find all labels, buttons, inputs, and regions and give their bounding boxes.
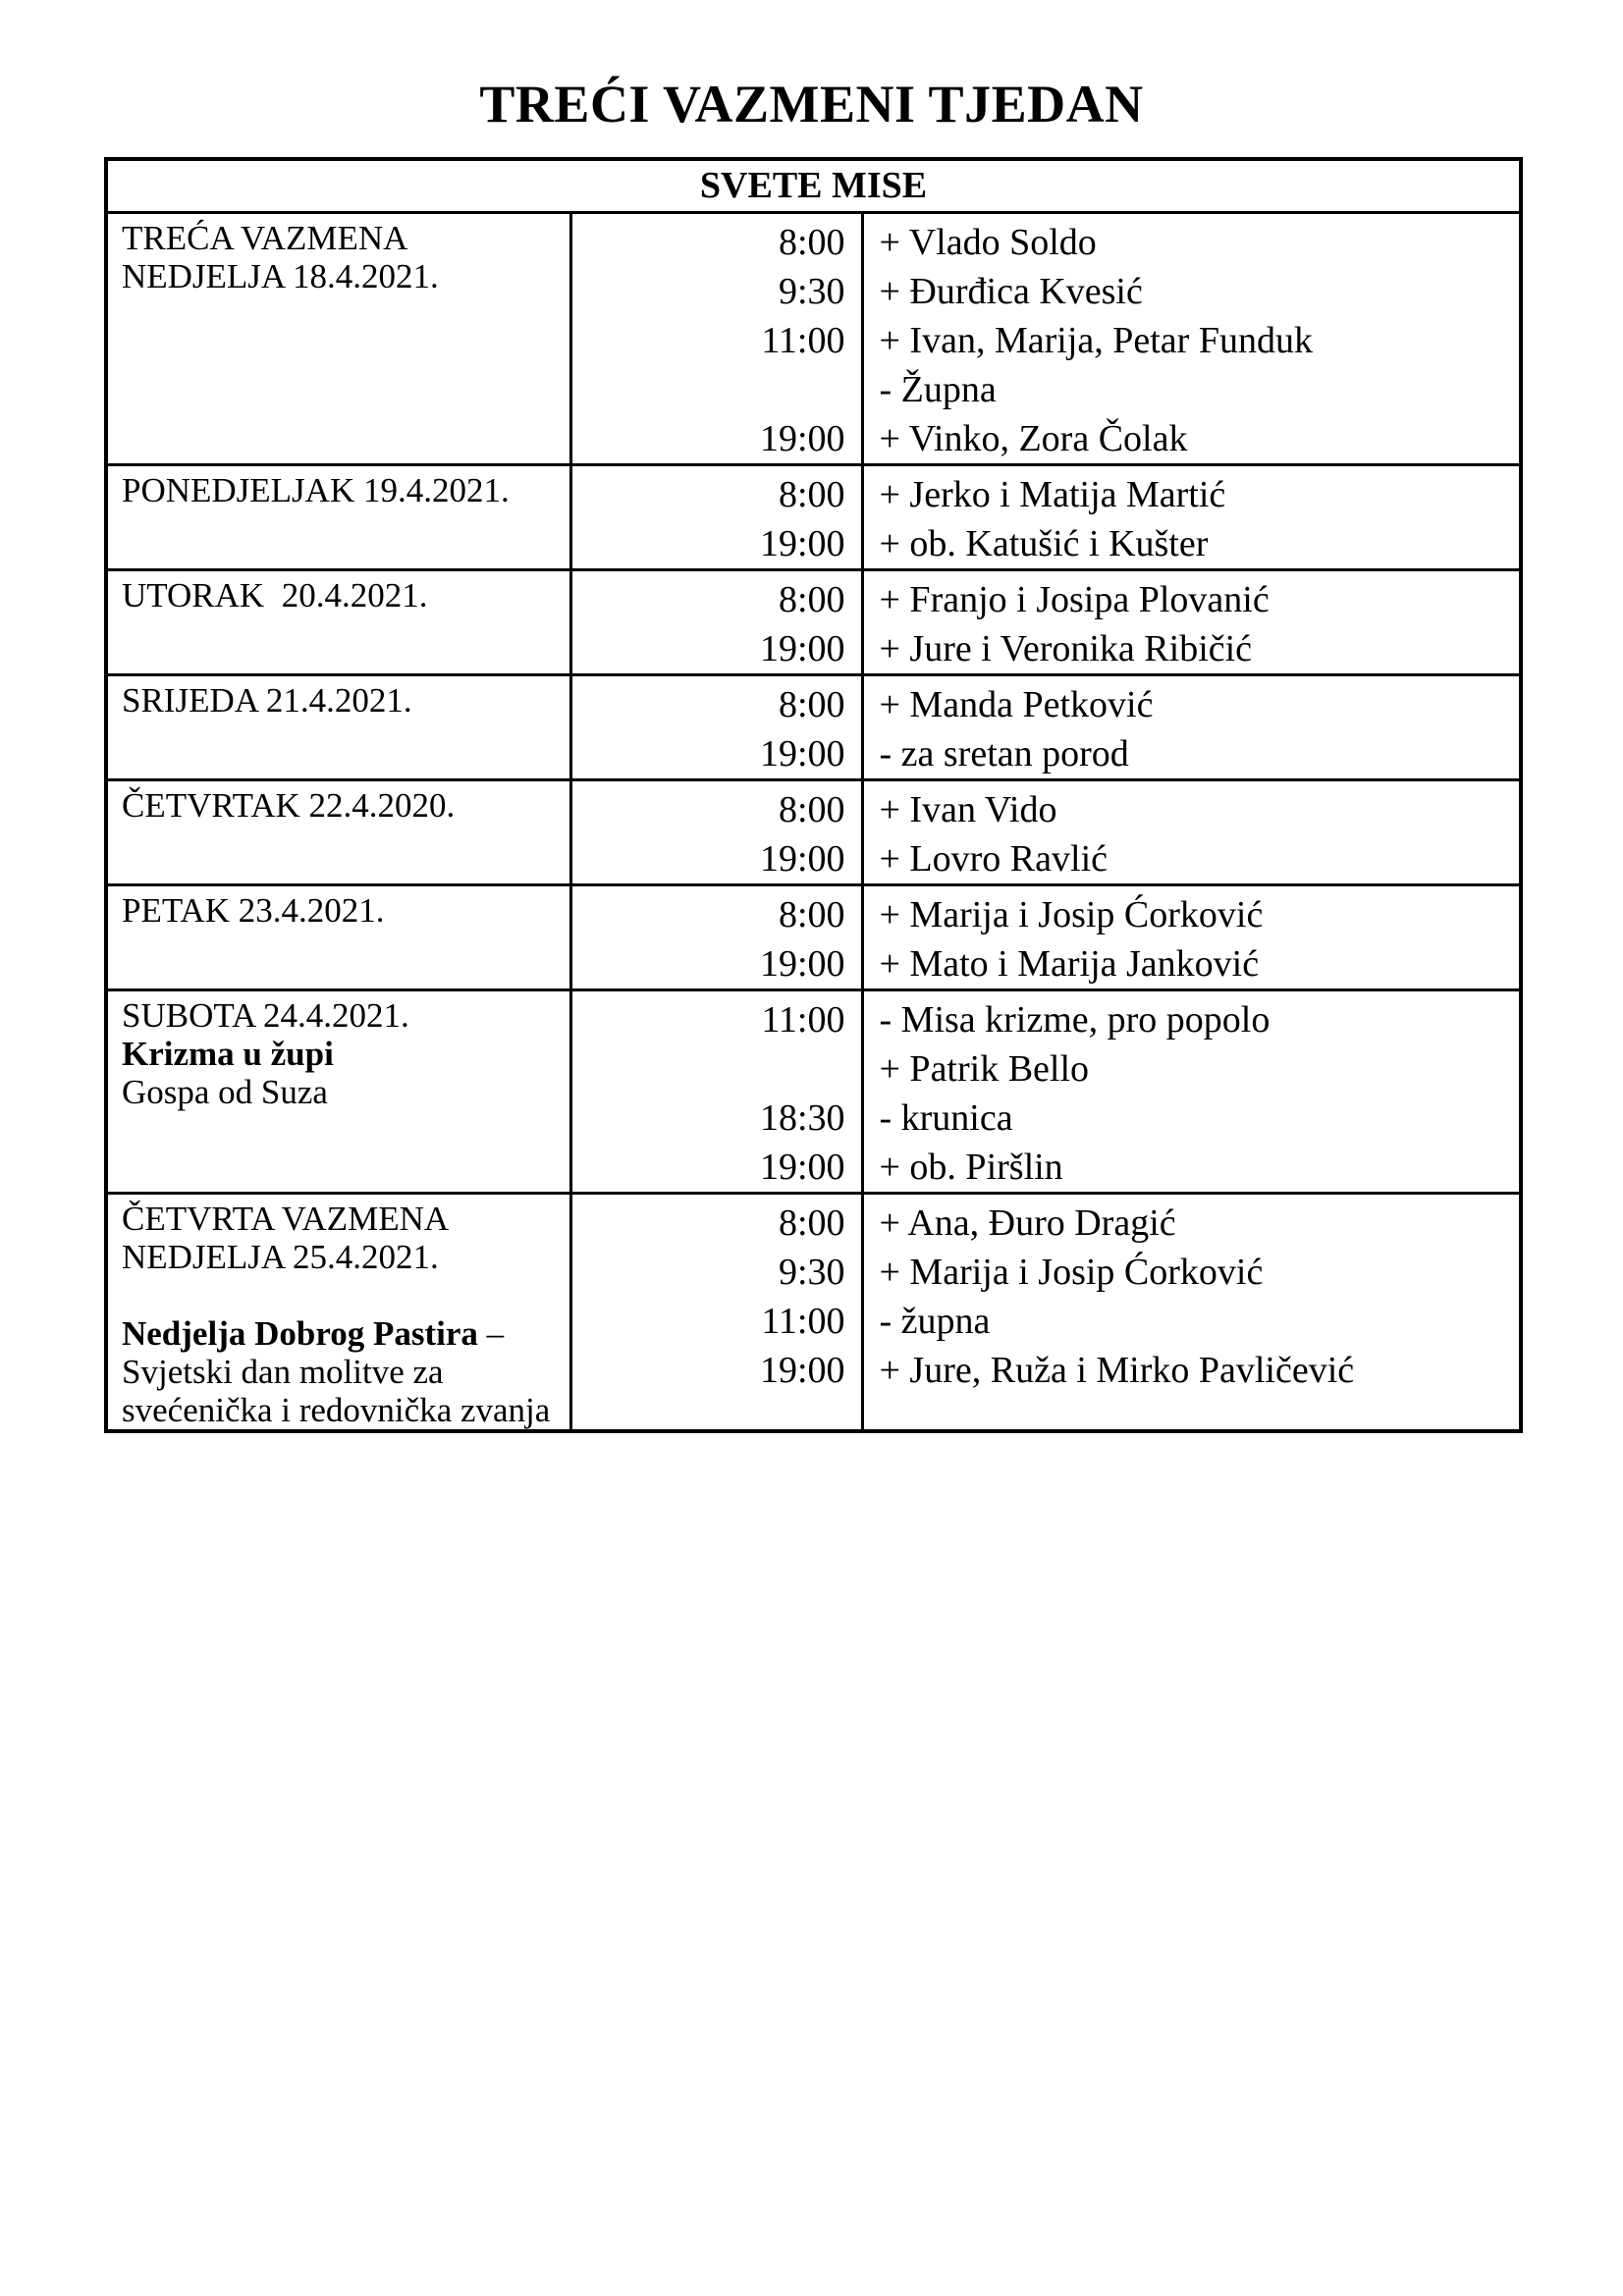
intention-cell — [862, 1194, 1521, 1432]
intention-line: + Patrik Bello — [879, 1048, 1090, 1090]
time-line: 8:00 — [778, 789, 845, 830]
intention-line: + Jure i Veronika Ribičić — [879, 628, 1253, 669]
intention-line: + Marija i Josip Ćorković — [879, 1252, 1264, 1293]
intention-line: - za sretan porod — [879, 733, 1129, 774]
day-line: SRIJEDA 21.4.2021. — [122, 681, 412, 720]
time-line: 8:00 — [778, 1202, 845, 1244]
time-line: 19:00 — [759, 1147, 845, 1188]
day-cell — [106, 990, 570, 1194]
intention-line: + Franjo i Josipa Plovanić — [879, 579, 1270, 620]
time-line: 8:00 — [778, 894, 845, 935]
intention-line: + Jerko i Matija Martić — [879, 474, 1226, 515]
time-line — [572, 1044, 845, 1094]
intention-cell — [862, 675, 1521, 780]
day-line: PONEDJELJAK 19.4.2021. — [122, 471, 510, 509]
day-line — [122, 1314, 564, 1353]
intention-line: + Mato i Marija Janković — [879, 943, 1260, 985]
day-line: UTORAK 20.4.2021. — [122, 576, 428, 614]
time-line: 9:30 — [778, 271, 845, 312]
table-row — [106, 1194, 1521, 1432]
time-line: 8:00 — [778, 222, 845, 263]
time-line: 9:30 — [778, 1252, 845, 1293]
table-row — [106, 570, 1521, 675]
page-title: TREĆI VAZMENI TJEDAN — [479, 75, 1144, 133]
table-header-row — [106, 159, 1521, 213]
time-line: 19:00 — [759, 628, 845, 669]
day-line: ČETVRTAK 22.4.2020. — [122, 786, 456, 825]
intention-line: + Ivan Vido — [879, 789, 1057, 830]
intention-line: + Manda Petković — [879, 684, 1154, 725]
day-line: svećenička i redovnička zvanja — [122, 1391, 551, 1429]
day-line: Krizma u župi — [122, 1035, 334, 1073]
day-subtitle-bold: Nedjelja Dobrog Pastira — [122, 1314, 478, 1353]
mass-schedule-table — [104, 157, 1523, 1433]
day-line: SUBOTA 24.4.2021. — [122, 996, 409, 1035]
time-line: 11:00 — [761, 320, 845, 361]
intention-line: - Župna — [879, 369, 997, 410]
day-cell — [106, 570, 570, 675]
intention-line: + Vlado Soldo — [879, 222, 1097, 263]
time-line: 11:00 — [761, 999, 845, 1041]
day-line: Svjetski dan molitve za — [122, 1353, 444, 1391]
time-cell — [570, 465, 862, 570]
intention-line: + Đurđica Kvesić — [879, 271, 1143, 312]
time-cell — [570, 213, 862, 465]
day-line: PETAK 23.4.2021. — [122, 891, 385, 930]
intention-cell — [862, 465, 1521, 570]
time-cell — [570, 990, 862, 1194]
day-cell — [106, 213, 570, 465]
time-cell — [570, 675, 862, 780]
intention-line: + ob. Katušić i Kušter — [879, 523, 1209, 564]
intention-line: - krunica — [879, 1097, 1013, 1139]
day-line — [122, 1276, 564, 1314]
table-row — [106, 990, 1521, 1194]
intention-line: + Lovro Ravlić — [879, 838, 1108, 880]
intention-line: + Ivan, Marija, Petar Funduk — [879, 320, 1313, 361]
intention-line: + Vinko, Zora Čolak — [879, 418, 1188, 459]
time-line: 19:00 — [759, 523, 845, 564]
table-row — [106, 885, 1521, 990]
time-line — [572, 365, 845, 414]
time-cell — [570, 885, 862, 990]
time-line: 19:00 — [759, 838, 845, 880]
intention-line: + Jure, Ruža i Mirko Pavličević — [879, 1350, 1355, 1391]
time-line: 19:00 — [759, 1350, 845, 1391]
day-line: TREĆA VAZMENA — [122, 219, 408, 257]
day-line: ČETVRTA VAZMENA — [122, 1200, 450, 1238]
intention-cell — [862, 780, 1521, 885]
time-line: 8:00 — [778, 684, 845, 725]
table-row — [106, 465, 1521, 570]
day-cell — [106, 465, 570, 570]
intention-line: + Marija i Josip Ćorković — [879, 894, 1264, 935]
day-cell — [106, 1194, 570, 1432]
day-line: NEDJELJA 25.4.2021. — [122, 1238, 439, 1276]
table-row — [106, 780, 1521, 885]
time-cell — [570, 1194, 862, 1432]
table-header: SVETE MISE — [106, 159, 1521, 213]
intention-cell — [862, 570, 1521, 675]
day-line: Gospa od Suza — [122, 1073, 328, 1111]
intention-cell — [862, 213, 1521, 465]
table-row — [106, 675, 1521, 780]
time-line: 19:00 — [759, 943, 845, 985]
day-subtitle-dash: – — [477, 1314, 505, 1353]
time-line: 11:00 — [761, 1301, 845, 1342]
time-line: 19:00 — [759, 418, 845, 459]
intention-cell — [862, 885, 1521, 990]
day-cell — [106, 675, 570, 780]
intention-line: - župna — [879, 1301, 991, 1342]
time-cell — [570, 780, 862, 885]
intention-cell — [862, 990, 1521, 1194]
time-cell — [570, 570, 862, 675]
intention-line: + Ana, Đuro Dragić — [879, 1202, 1176, 1244]
day-cell — [106, 780, 570, 885]
time-line: 18:30 — [759, 1097, 845, 1139]
time-line: 8:00 — [778, 579, 845, 620]
table-row — [106, 213, 1521, 465]
day-line: NEDJELJA 18.4.2021. — [122, 257, 439, 295]
intention-line: + ob. Piršlin — [879, 1147, 1063, 1188]
intention-line: - Misa krizme, pro popolo — [879, 999, 1271, 1041]
day-cell — [106, 885, 570, 990]
time-line: 8:00 — [778, 474, 845, 515]
time-line: 19:00 — [759, 733, 845, 774]
